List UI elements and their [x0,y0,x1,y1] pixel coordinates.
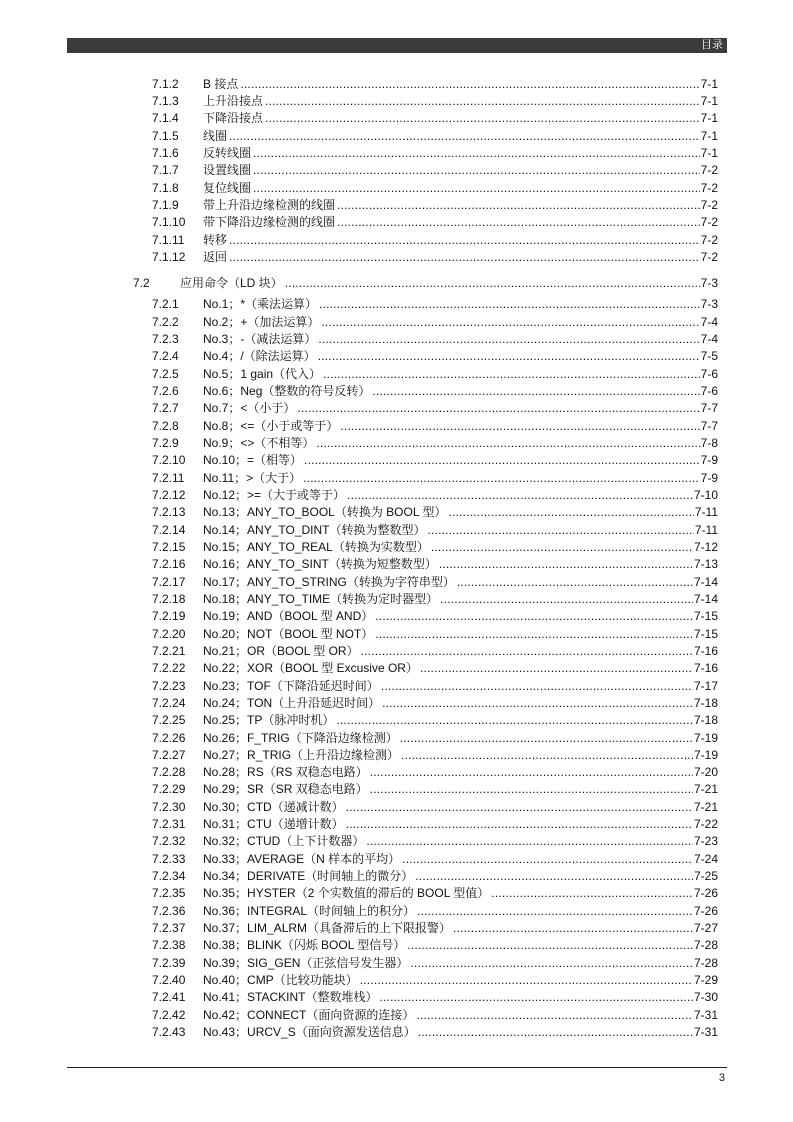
toc-entry-number: 7.2.31 [152,817,186,832]
toc-entry[interactable] [152,764,718,781]
toc-entry-number: 7.2.33 [152,851,186,866]
toc-entry-number: 7.1.5 [152,128,179,143]
dot-leader [265,110,700,127]
dot-leader [381,678,693,695]
toc-entry-page: 7-17 [693,678,718,693]
dot-leader [253,180,700,197]
toc-entry-page: 7-11 [694,505,718,520]
toc-entry-page: 7-28 [693,955,718,970]
toc-entry-title: No.6；Neg（整数的符号反转） [203,383,371,398]
dot-leader [382,695,693,712]
toc-entry-page: 7-2 [700,249,718,264]
toc-entry-page: 7-3 [700,297,718,312]
toc-entry-number: 7.2.25 [152,713,186,728]
toc-entry[interactable] [152,955,718,972]
toc-entry-page: 7-12 [693,539,718,554]
toc-entry-title: No.13；ANY_TO_BOOL（转换为 BOOL 型） [203,505,447,520]
dot-leader [285,275,700,292]
toc-entry-number: 7.2.27 [152,747,186,762]
toc-section-page: 7-3 [700,275,718,290]
toc-entry[interactable] [152,781,718,798]
toc-entry-title: No.36；INTEGRAL（时间轴上的积分） [203,903,416,918]
toc-entry-page: 7-15 [693,609,718,624]
dot-leader [265,93,700,110]
toc-section-entry[interactable] [133,275,718,292]
toc-entry-number: 7.2.9 [152,435,179,450]
toc-entry-page: 7-16 [693,661,718,676]
toc-entry[interactable] [152,1024,718,1041]
toc-entry-number: 7.2.35 [152,886,186,901]
dot-leader [346,799,693,816]
toc-entry-page: 7-22 [693,817,718,832]
dot-leader [336,712,693,729]
dot-leader [340,418,699,435]
dot-leader [375,608,693,625]
toc-entry-title: No.4；/（除法运算） [203,349,316,364]
footer-divider [67,1067,727,1068]
toc-entry[interactable] [152,249,718,266]
toc-entry-number: 7.1.4 [152,111,179,126]
toc-entry-number: 7.1.11 [152,232,185,247]
dot-leader [346,816,693,833]
dot-leader [453,920,693,937]
toc-list-7-2 [152,296,718,1041]
toc-entry-number: 7.2.30 [152,799,186,814]
toc-entry-title: No.5；1 gain（代入） [203,366,322,381]
toc-entry-title: No.39；SIG_GEN（正弦信号发生器） [203,955,409,970]
toc-entry-page: 7-18 [693,695,718,710]
toc-entry-number: 7.1.6 [152,145,179,160]
dot-leader [321,314,699,331]
toc-entry-page: 7-2 [700,197,718,212]
toc-entry[interactable] [152,989,718,1006]
toc-entry-number: 7.2.10 [152,453,186,468]
toc-entry-number: 7.2.21 [152,643,186,658]
toc-entry-title: No.22；XOR（BOOL 型 Excusive OR） [203,661,418,676]
toc-entry[interactable] [152,903,718,920]
toc-entry-page: 7-29 [693,973,718,988]
toc-entry-number: 7.2.8 [152,418,179,433]
toc-entry-title: No.21；OR（BOOL 型 OR） [203,643,359,658]
toc-entry[interactable] [152,1007,718,1024]
toc-entry-page: 7-16 [693,643,718,658]
toc-entry-title: No.14；ANY_TO_DINT（转换为整数型） [203,522,426,537]
toc-entry-number: 7.1.7 [152,163,179,178]
dot-leader [457,574,693,591]
toc-entry[interactable] [152,128,718,145]
toc-entry-page: 7-19 [693,747,718,762]
toc-entry-page: 7-7 [700,418,718,433]
toc-entry-title: No.30；CTD（递减计数） [203,799,344,814]
toc-list-7-1 [152,76,718,267]
toc-entry-page: 7-2 [700,232,718,247]
toc-entry-title: 上升沿接点 [203,93,264,108]
toc-entry-page: 7-28 [693,938,718,953]
toc-entry-number: 7.2.28 [152,765,186,780]
dot-leader [379,989,692,1006]
dot-leader [337,197,700,214]
toc-entry[interactable] [152,591,718,608]
toc-entry[interactable] [152,730,718,747]
toc-entry-title: No.34；DERIVATE（时间轴上的微分） [203,869,414,884]
toc-entry[interactable] [152,470,718,487]
toc-entry-title: 线圈 [203,128,228,143]
toc-entry-number: 7.2.11 [152,470,185,485]
header-bar [67,38,727,53]
toc-entry[interactable] [152,972,718,989]
toc-entry-title: 反转线圈 [203,145,252,160]
toc-entry-title: 复位线圈 [203,180,252,195]
toc-entry-title: No.33；AVERAGE（N 样本的平均） [203,851,401,866]
toc-entry-page: 7-4 [700,331,718,346]
toc-entry[interactable] [152,504,718,521]
toc-entry-number: 7.2.19 [152,609,186,624]
dot-leader [319,296,700,313]
toc-entry[interactable] [152,660,718,677]
dot-leader [491,885,693,902]
toc-entry-page: 7-8 [700,435,718,450]
dot-leader [304,452,700,469]
toc-entry[interactable] [152,574,718,591]
toc-entry-number: 7.2.22 [152,661,186,676]
toc-entry-title: No.16；ANY_TO_SINT（转换为短整数型） [203,557,437,572]
toc-entry-title: No.41；STACKINT（整数堆栈） [203,990,378,1005]
toc-entry[interactable] [152,214,718,231]
toc-entry-number: 7.1.12 [152,249,186,264]
toc-entry-title: B 接点 [203,76,239,91]
toc-entry-number: 7.2.6 [152,383,179,398]
dot-leader [229,232,700,249]
toc-entry[interactable] [152,366,718,383]
toc-entry[interactable] [152,296,718,313]
toc-entry-page: 7-20 [693,765,718,780]
toc-entry-title: No.1；*（乘法运算） [203,297,318,312]
toc-entry-number: 7.1.3 [152,93,179,108]
dot-leader [410,955,693,972]
toc-entry-title: No.31；CTU（递增计数） [203,817,344,832]
dot-leader [431,539,693,556]
dot-leader [323,366,700,383]
dot-leader [402,851,693,868]
toc-entry-number: 7.2.18 [152,591,186,606]
toc-entry[interactable] [152,695,718,712]
toc-entry[interactable] [152,833,718,850]
toc-entry-title: No.42；CONNECT（面向资源的连接） [203,1007,415,1022]
toc-entry-page: 7-1 [700,93,718,108]
toc-entry[interactable] [152,678,718,695]
toc-entry-page: 7-1 [700,111,718,126]
toc-entry-number: 7.2.38 [152,938,186,953]
toc-entry-title: No.29；SR（SR 双稳态电路） [203,782,368,797]
toc-entry-title: No.15；ANY_TO_REAL（转换为实数型） [203,539,429,554]
toc-entry-title: 下降沿接点 [203,111,264,126]
toc-entry[interactable] [152,712,718,729]
toc-entry-number: 7.2.2 [152,314,179,329]
header-title: 目录 [701,39,723,51]
toc-entry-number: 7.2.32 [152,834,186,849]
toc-entry[interactable] [152,608,718,625]
dot-leader [297,400,699,417]
toc-entry-number: 7.2.37 [152,921,186,936]
toc-entry[interactable] [152,452,718,469]
toc-entry[interactable] [152,487,718,504]
toc-entry-title: No.11；>（大于） [203,470,302,485]
toc-entry-page: 7-18 [693,713,718,728]
toc-entry-number: 7.2.16 [152,557,186,572]
toc-entry-number: 7.2.41 [152,990,186,1005]
toc-entry-page: 7-25 [693,869,718,884]
toc-entry[interactable] [152,331,718,348]
dot-leader [440,591,693,608]
toc-entry-number: 7.2.17 [152,574,186,589]
toc-entry[interactable] [152,747,718,764]
toc-entry-page: 7-27 [693,921,718,936]
toc-entry-number: 7.2.7 [152,401,179,416]
toc-entry-page: 7-19 [693,730,718,745]
toc-entry[interactable] [152,435,718,452]
toc-entry[interactable] [152,556,718,573]
dot-leader [372,383,699,400]
toc-entry[interactable] [152,145,718,162]
dot-leader [253,145,700,162]
toc-entry[interactable] [152,816,718,833]
toc-entry[interactable] [152,522,718,539]
toc-entry-page: 7-24 [693,851,718,866]
toc-entry[interactable] [152,180,718,197]
toc-entry-number: 7.2.36 [152,903,186,918]
toc-entry-page: 7-31 [693,1025,718,1040]
toc-entry-title: No.27；R_TRIG（上升沿边缘检测） [203,747,400,762]
dot-leader [318,348,700,365]
dot-leader [366,833,693,850]
dot-leader [448,504,693,521]
toc-entry-number: 7.2.5 [152,366,179,381]
dot-leader [229,249,700,266]
toc-entry-page: 7-26 [693,886,718,901]
toc-entry-page: 7-1 [700,145,718,160]
toc-entry[interactable] [152,197,718,214]
toc-entry-title: No.28；RS（RS 双稳态电路） [203,765,368,780]
toc-entry-number: 7.2.29 [152,782,186,797]
toc-entry-number: 7.2.23 [152,678,186,693]
toc-entry-number: 7.2.39 [152,955,186,970]
toc-entry-title: 带上升沿边缘检测的线圈 [203,197,336,212]
toc-entry-page: 7-23 [693,834,718,849]
toc-entry-number: 7.1.10 [152,215,186,230]
dot-leader [418,1024,693,1041]
toc-entry[interactable] [152,539,718,556]
dot-leader [417,903,693,920]
dot-leader [229,128,700,145]
toc-entry-number: 7.2.42 [152,1007,186,1022]
toc-entry-page: 7-30 [693,990,718,1005]
toc-entry-title: No.17；ANY_TO_STRING（转换为字符串型） [203,574,455,589]
toc-entry[interactable] [152,868,718,885]
toc-entry-number: 7.1.8 [152,180,179,195]
dot-leader [370,764,693,781]
dot-leader [360,972,693,989]
toc-section-title: 应用命令（LD 块） [180,275,283,290]
dot-leader [318,331,699,348]
toc-entry-number: 7.2.20 [152,626,186,641]
toc-entry-page: 7-10 [693,487,718,502]
toc-entry-page: 7-31 [693,1007,718,1022]
toc-entry-page: 7-7 [700,401,718,416]
toc-entry-page: 7-15 [693,626,718,641]
toc-entry-page: 7-2 [700,180,718,195]
toc-entry[interactable] [152,348,718,365]
dot-leader [240,76,699,93]
toc-entry-title: No.23；TOF（下降沿延迟时间） [203,678,379,693]
dot-leader [361,643,693,660]
toc-entry-page: 7-6 [700,366,718,381]
toc-entry[interactable] [152,314,718,331]
dot-leader [347,487,693,504]
toc-entry-number: 7.2.34 [152,869,186,884]
toc-entry-title: No.18；ANY_TO_TIME（转换为定时器型） [203,591,439,606]
toc-entry-number: 7.2.13 [152,505,186,520]
dot-leader [337,214,700,231]
toc-entry-page: 7-21 [693,782,718,797]
toc-entry-page: 7-9 [700,453,718,468]
toc-entry-number: 7.2.15 [152,539,186,554]
toc-entry-title: No.38；BLINK（闪烁 BOOL 型信号） [203,938,406,953]
toc-entry-page: 7-1 [700,76,718,91]
toc-entry[interactable] [152,383,718,400]
dot-leader [370,781,693,798]
toc-entry-number: 7.2.3 [152,331,179,346]
toc-entry-number: 7.1.9 [152,197,179,212]
toc-entry-number: 7.1.2 [152,76,179,91]
dot-leader [420,660,693,677]
toc-entry[interactable] [152,400,718,417]
toc-entry-title: No.3；-（减法运算） [203,331,317,346]
toc-entry-page: 7-26 [693,903,718,918]
toc-entry-title: No.43；URCV_S（面向资源发送信息） [203,1025,416,1040]
dot-leader [439,556,693,573]
toc-entry-title: No.20；NOT（BOOL 型 NOT） [203,626,374,641]
toc-entry[interactable] [152,232,718,249]
toc-entry-title: No.7；<（小于） [203,401,296,416]
toc-entry[interactable] [152,110,718,127]
toc-entry-page: 7-9 [700,470,718,485]
toc-entry[interactable] [152,93,718,110]
toc-entry[interactable] [152,76,718,93]
toc-entry[interactable] [152,626,718,643]
toc-entry-title: No.2；+（加法运算） [203,314,320,329]
toc-entry-page: 7-21 [693,799,718,814]
toc-entry-title: No.19；AND（BOOL 型 AND） [203,609,374,624]
toc-entry-page: 7-1 [700,128,718,143]
toc-entry-page: 7-4 [700,314,718,329]
dot-leader [415,868,693,885]
toc-entry-title: 带下降沿边缘检测的线圈 [203,215,336,230]
toc-entry-page: 7-2 [700,215,718,230]
toc-entry-number: 7.2.43 [152,1025,186,1040]
toc-entry[interactable] [152,920,718,937]
toc-entry-title: No.10；=（相等） [203,453,303,468]
toc-section-number: 7.2 [133,275,150,290]
toc-entry-title: No.8；<=（小于或等于） [203,418,339,433]
toc-entry-page: 7-5 [700,349,718,364]
toc-entry[interactable] [152,162,718,179]
toc-entry[interactable] [152,851,718,868]
toc-entry-title: No.9；<>（不相等） [203,435,315,450]
toc-entry[interactable] [152,885,718,902]
toc-entry-title: 转移 [203,232,228,247]
dot-leader [416,1007,693,1024]
dot-leader [375,626,693,643]
toc-entry-title: No.40；CMP（比较功能块） [203,973,358,988]
dot-leader [316,435,699,452]
dot-leader [400,730,693,747]
toc-entry-number: 7.2.14 [152,522,186,537]
toc-entry-page: 7-14 [693,574,718,589]
toc-entry-number: 7.2.24 [152,695,186,710]
toc-entry-number: 7.2.4 [152,349,179,364]
toc-entry[interactable] [152,937,718,954]
toc-entry-title: 设置线圈 [203,163,252,178]
toc-entry-title: No.32；CTUD（上下计数器） [203,834,365,849]
toc-entry-number: 7.2.1 [152,297,179,312]
dot-leader [407,937,693,954]
toc-entry-title: No.35；HYSTER（2 个实数值的滞后的 BOOL 型值） [203,886,490,901]
toc-entry-title: 返回 [203,249,228,264]
dot-leader [253,162,700,179]
dot-leader [428,522,694,539]
toc-entry[interactable] [152,643,718,660]
dot-leader [401,747,693,764]
toc-entry-title: No.26；F_TRIG（下降沿边缘检测） [203,730,398,745]
dot-leader [303,470,700,487]
toc-entry-title: No.37；LIM_ALRM（具备滞后的上下限报警） [203,921,452,936]
toc-entry-page: 7-14 [693,591,718,606]
toc-entry[interactable] [152,418,718,435]
toc-entry-page: 7-6 [700,383,718,398]
toc-section-7-2 [133,275,718,292]
toc-entry-page: 7-2 [700,163,718,178]
page-number: 3 [718,1072,725,1084]
toc-entry-page: 7-11 [694,522,718,537]
toc-entry-number: 7.2.12 [152,487,186,502]
toc-entry-number: 7.2.40 [152,973,186,988]
toc-entry-title: No.24；TON（上升沿延迟时间） [203,695,381,710]
toc-entry-number: 7.2.26 [152,730,186,745]
toc-entry-title: No.12；>=（大于或等于） [203,487,346,502]
toc-entry[interactable] [152,799,718,816]
toc-entry-title: No.25；TP（脉冲时机） [203,713,335,728]
toc-entry-page: 7-13 [693,557,718,572]
